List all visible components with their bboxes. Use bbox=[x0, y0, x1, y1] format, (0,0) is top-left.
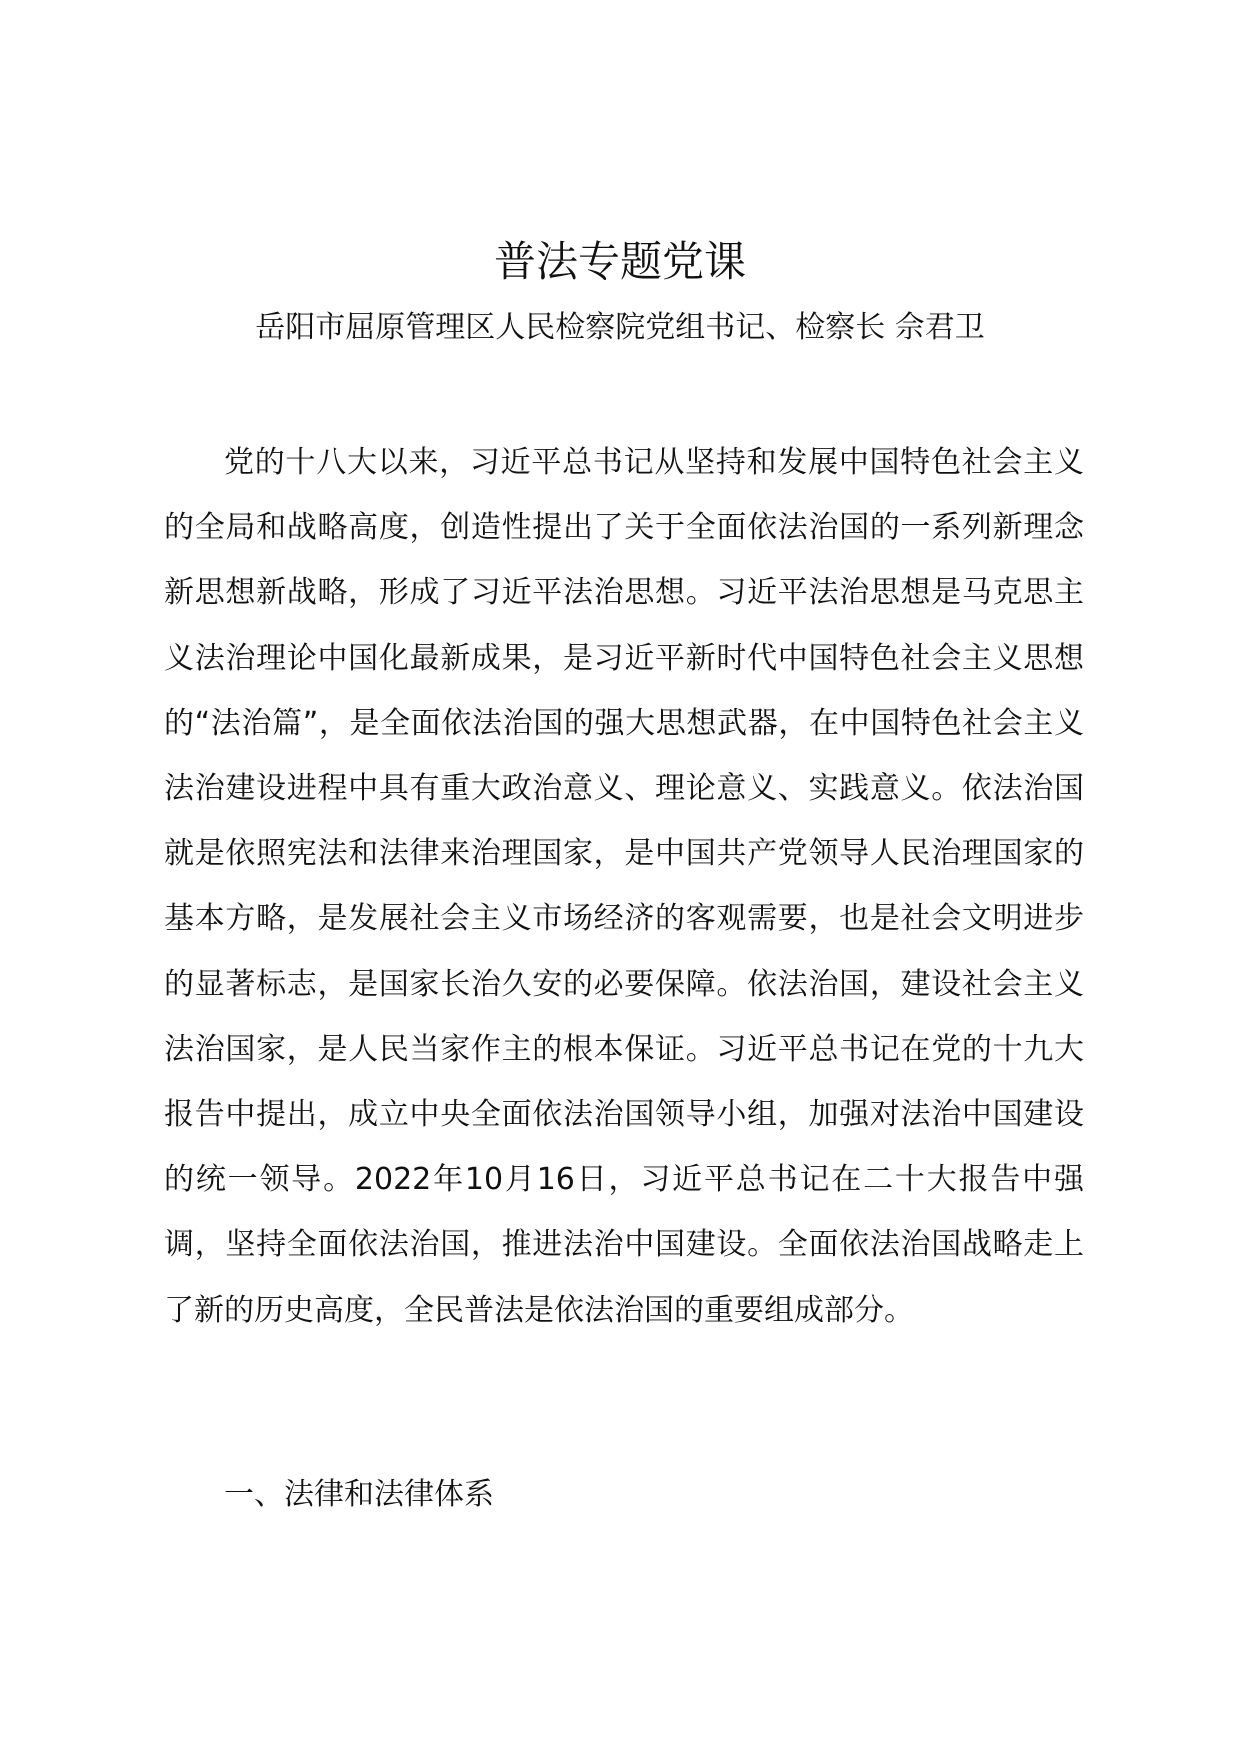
author-byline: 岳阳市屈原管理区人民检察院党组书记、检察长 佘君卫 bbox=[255, 310, 985, 345]
section-heading: 一、法律和法律体系 bbox=[224, 1477, 494, 1512]
body-paragraph: 党的十八大以来，习近平总书记从坚持和发展中国特色社会主义的全局和战略高度，创造性提出了关于全面依法治国的一系列新理念新思想新战略，形成了习近平法治思想。习近平法治思想是马克思主义法治理论中国化最新成果，是习近平新时代中国特色社会主义思想的“法治篇”，是全面依法治国的强大思想武器，在中国特色社会主义法治建设进程中具有重大政治意义、理论意义、实践意义。依法治国就是依照宪法和法律来治理国家，是中国共产党领导人民治理国家的基本方略，是发展社会主义市场经济的客观需要，也是社会文明进步的显著标志，是国家长治久安的必要保障。依法治国，建设社会主义法治国家，是人民当家作主的根本保证。习近平总书记在党的十九大报告中提出，成立中央全面依法治国领导小组，加强对法治中国建设的统一领导。2022年10月16日，习近平总书记在二十大报告中强调，坚持全面依法治国，推进法治中国建设。全面依法治国战略走上了新的历史高度，全民普法是依法治国的重要组成部分。 bbox=[164, 445, 1084, 1328]
document-title: 普法专题党课 bbox=[493, 237, 746, 286]
